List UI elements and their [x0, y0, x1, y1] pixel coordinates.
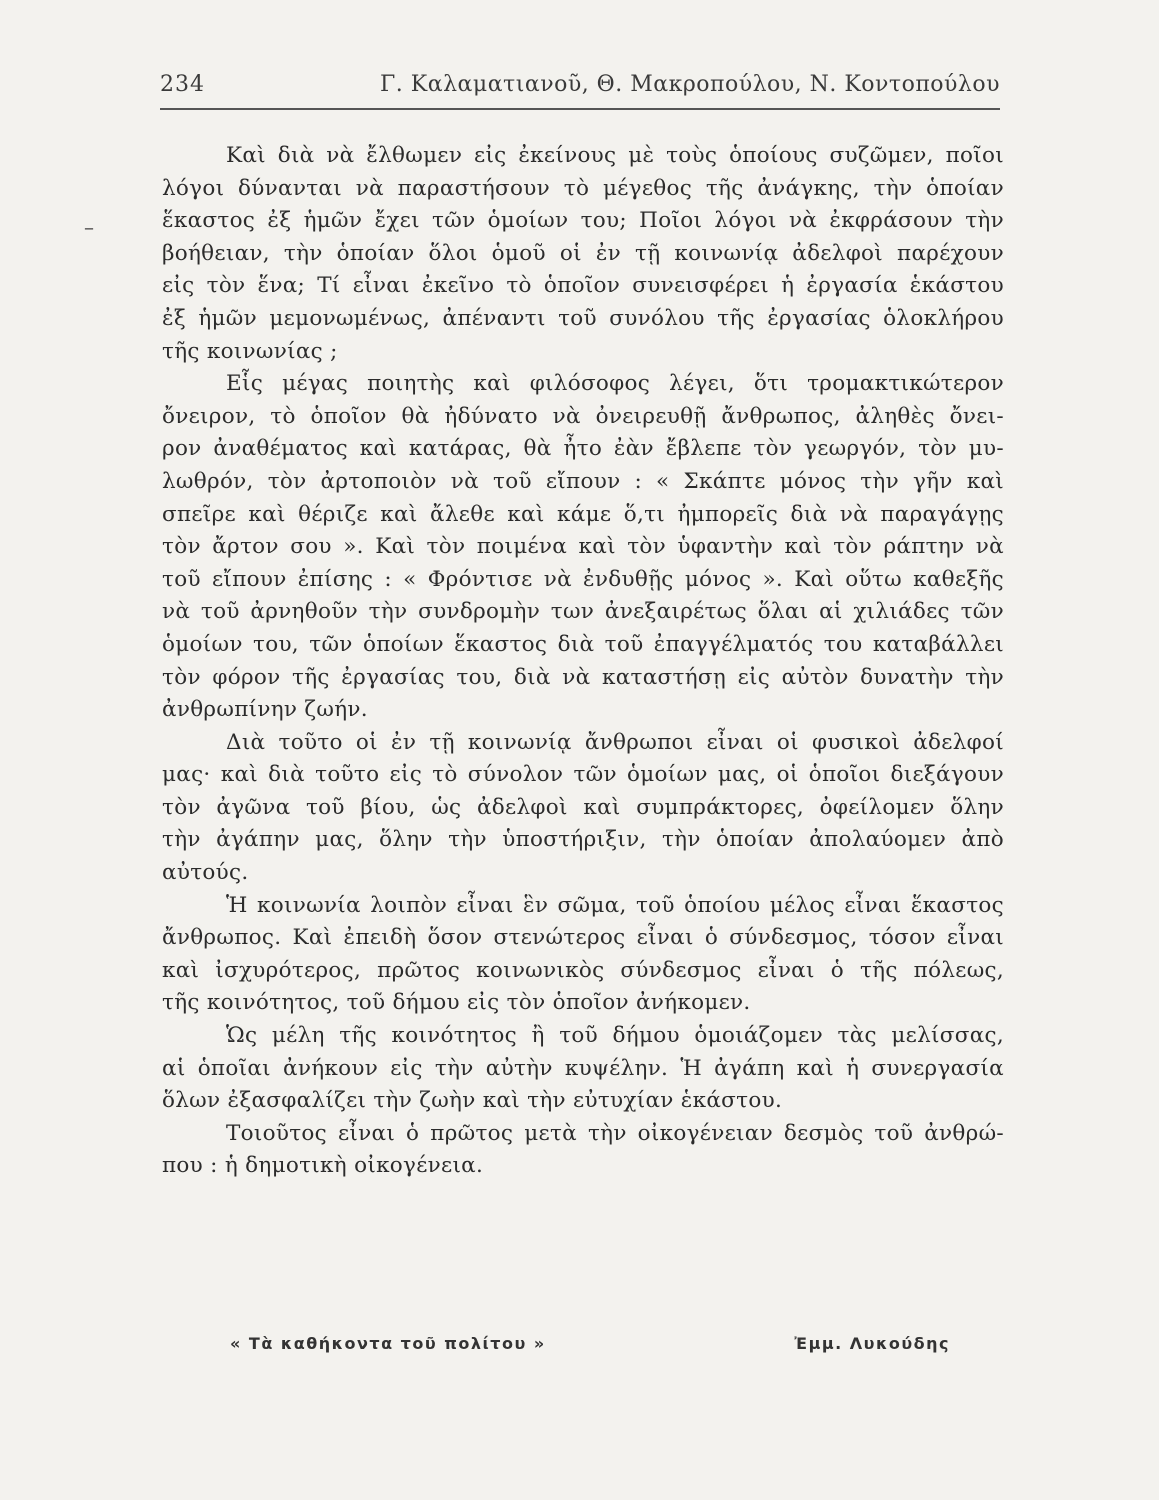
text-line: Διὰ τοῦτο οἱ ἐν τῇ κοινωνίᾳ ἄνθρωποι εἶναι οἱ φυσικοὶ ἀδελφοί — [226, 729, 1004, 755]
text-line: αἱ ὁποῖαι ἀνήκουν εἰς τὴν αὐτὴν κυψέλην. Ἡ ἀγάπη καὶ ἡ συνεργασία — [162, 1055, 1004, 1081]
text-line: Καὶ διὰ νὰ ἔλθωμεν εἰς ἐκείνους μὲ τοὺς ὁποίους συζῶμεν, ποῖοι — [226, 143, 1004, 168]
text-line: τὸν ἄρτον σου ». Καὶ τὸν ποιμένα καὶ τὸν ὑφαντὴν καὶ τὸν ράπτην νὰ — [162, 534, 1004, 560]
running-head: Γ. Καλαματιανοῦ, Θ. Μακροπούλου, Ν. Κοντοπούλου — [380, 72, 1000, 97]
text-line: λωθρόν, τὸν ἀρτοποιὸν νὰ τοῦ εἴπουν : « Σκάπτε μόνος τὴν γῆν καὶ — [162, 468, 1004, 494]
source-citation — [230, 1334, 950, 1364]
source-title: « Τὰ καθήκοντα τοῦ πολίτου » — [230, 1334, 546, 1353]
margin-mark: – — [84, 215, 94, 239]
page-number: 234 — [160, 72, 205, 97]
text-line: που : ἡ δημοτικὴ οἰκογένεια. — [162, 1153, 484, 1179]
text-line: νὰ τοῦ ἀρνηθοῦν τὴν συνδρομὴν των ἀνεξαιρέτως ὅλαι αἱ χιλιάδες τῶν — [162, 599, 1004, 625]
text-line: ὄνειρον, τὸ ὁποῖον θὰ ἠδύνατο νὰ ὀνειρευθῇ ἄνθρωπος, ἀληθὲς ὄνει- — [162, 403, 1004, 429]
text-line: ρον ἀναθέματος καὶ κατάρας, θὰ ἦτο ἐὰν ἔβλεπε τὸν γεωργόν, τὸν μυ- — [162, 436, 1004, 462]
text-line: ἐξ ἡμῶν μεμονωμένως, ἀπέναντι τοῦ συνόλου τῆς ἐργασίας ὁλοκλήρου — [162, 305, 1004, 331]
text-line: Ὡς μέλη τῆς κοινότητος ἢ τοῦ δήμου ὁμοιάζομεν τὰς μελίσσας, — [226, 1023, 1004, 1049]
header-rule — [160, 108, 1000, 110]
text-line: τοῦ εἴπουν ἐπίσης : « Φρόντισε νὰ ἐνδυθῇς μόνος ». Καὶ οὕτω καθεξῆς — [162, 566, 1004, 592]
text-line: ὅλων ἐξασφαλίζει τὴν ζωὴν καὶ τὴν εὐτυχίαν ἑκάστου. — [162, 1088, 783, 1114]
text-line: ἀνθρωπίνην ζωήν. — [162, 697, 368, 723]
text-line: ἕκαστος ἐξ ἡμῶν ἔχει τῶν ὁμοίων του; Ποῖοι λόγοι νὰ ἐκφράσουν τὴν — [162, 208, 1004, 234]
source-author: Ἐμμ. Λυκούδης — [794, 1334, 950, 1353]
body-text — [162, 140, 1004, 1183]
text-line: τῆς κοινωνίας ; — [162, 338, 338, 364]
text-line: τὸν φόρον τῆς ἐργασίας του, διὰ νὰ καταστήσῃ εἰς αὐτὸν δυνατὴν τὴν — [162, 664, 1004, 690]
text-line: σπεῖρε καὶ θέριζε καὶ ἄλεθε καὶ κάμε ὅ,τι ἠμπορεῖς διὰ νὰ παραγάγῃς — [162, 501, 1004, 527]
text-line: βοήθειαν, τὴν ὁποίαν ὅλοι ὁμοῦ οἱ ἐν τῇ κοινωνίᾳ ἀδελφοὶ παρέχουν — [162, 240, 1004, 266]
text-line: ὁμοίων του, τῶν ὁποίων ἕκαστος διὰ τοῦ ἐπαγγέλματός του καταβάλλει — [162, 631, 1004, 657]
text-line: τῆς κοινότητος, τοῦ δήμου εἰς τὸν ὁποῖον ἀνήκομεν. — [162, 990, 751, 1016]
text-line: καὶ ἰσχυρότερος, πρῶτος κοινωνικὸς σύνδεσμος εἶναι ὁ τῆς πόλεως, — [162, 957, 1004, 983]
text-line: αὐτούς. — [162, 860, 249, 886]
page-header — [160, 72, 1000, 108]
text-line: μας· καὶ διὰ τοῦτο εἰς τὸ σύνολον τῶν ὁμοίων μας, οἱ ὁποῖοι διεξάγουν — [162, 762, 1004, 788]
text-line: Εἷς μέγας ποιητὴς καὶ φιλόσοφος λέγει, ὅτι τρομακτικώτερον — [226, 371, 1004, 397]
text-line: λόγοι δύνανται νὰ παραστήσουν τὸ μέγεθος τῆς ἀνάγκης, τὴν ὁποίαν — [162, 175, 1004, 201]
text-line: τὴν ἀγάπην μας, ὅλην τὴν ὑποστήριξιν, τὴν ὁποίαν ἀπολαύομεν ἀπὸ — [162, 827, 1004, 853]
text-line: Τοιοῦτος εἶναι ὁ πρῶτος μετὰ τὴν οἰκογένειαν δεσμὸς τοῦ ἀνθρώ- — [226, 1120, 1004, 1146]
text-line: εἰς τὸν ἕνα; Τί εἶναι ἐκεῖνο τὸ ὁποῖον συνεισφέρει ἡ ἐργασία ἑκάστου — [162, 273, 1004, 299]
text-line: Ἡ κοινωνία λοιπὸν εἶναι ἓν σῶμα, τοῦ ὁποίου μέλος εἶναι ἕκαστος — [226, 892, 1004, 918]
text-line: ἄνθρωπος. Καὶ ἐπειδὴ ὅσον στενώτερος εἶναι ὁ σύνδεσμος, τόσον εἶναι — [162, 925, 1004, 951]
text-line: τὸν ἀγῶνα τοῦ βίου, ὡς ἀδελφοὶ καὶ συμπράκτορες, ὀφείλομεν ὅλην — [162, 794, 1004, 820]
